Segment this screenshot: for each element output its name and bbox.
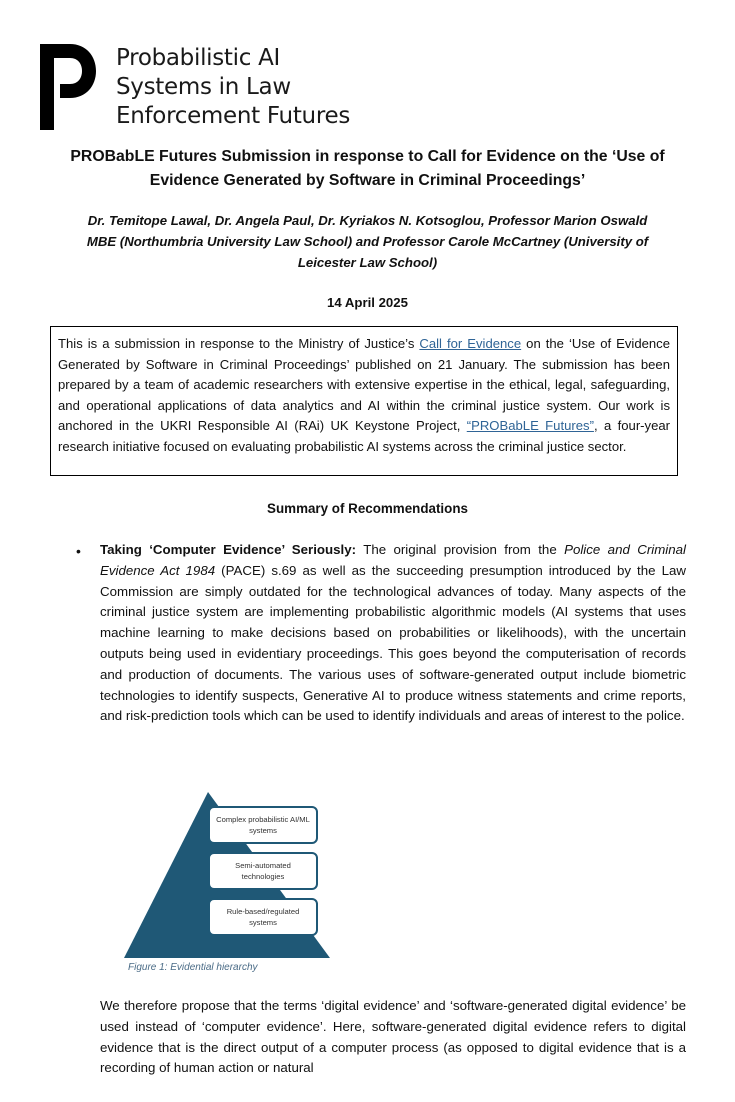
figure-caption: Figure 1: Evidential hierarchy bbox=[128, 962, 258, 973]
organization-name bbox=[116, 44, 350, 131]
author-list bbox=[40, 210, 695, 273]
authors-line-2: MBE (Northumbria University Law School) and Professor Carole McCartney (University of bbox=[86, 234, 649, 249]
logo-line-3: Enforcement Futures bbox=[116, 103, 351, 129]
tier-semi-automated: Semi-automated technologies bbox=[208, 852, 318, 890]
bullet-text-1: The original provision from the bbox=[356, 542, 565, 557]
tier-rule-based: Rule-based/regulated systems bbox=[208, 898, 318, 936]
probable-p-logo-icon bbox=[40, 44, 96, 130]
authors-line-1: Dr. Temitope Lawal, Dr. Angela Paul, Dr. Kyriakos N. Kotsoglou, Professor Marion Oswald bbox=[87, 213, 648, 228]
logo-line-2: Systems in Law bbox=[116, 74, 291, 100]
document-title bbox=[40, 145, 695, 193]
summary-heading: Summary of Recommendations bbox=[267, 501, 468, 516]
title-line-2: Evidence Generated by Software in Criminal Proceedings’ bbox=[149, 172, 586, 189]
authors-line-3: Leicester Law School) bbox=[297, 255, 438, 270]
recommendation-bullet bbox=[100, 540, 686, 727]
probable-futures-link[interactable]: “PROBabLE Futures” bbox=[466, 418, 594, 434]
call-for-evidence-link[interactable]: Call for Evidence bbox=[419, 336, 522, 351]
bullet-marker: • bbox=[76, 543, 81, 559]
tier-complex-ai: Complex probabilistic AI/ML systems bbox=[208, 806, 318, 844]
logo-line-1: Probabilistic AI bbox=[116, 45, 281, 71]
bullet-text-2: (PACE) s.69 as well as the succeeding presumption introduced by the Law Commission are simply outdated for the technological advances of today. Many aspects of the criminal justice system are implementing probabilistic algorithmic models (AI systems that uses machine learning to make decisions based on probabilities or likelihoods), with the uncertain outputs being used in evidentiary proceedings. This goes beyond the computerisation of records and production of documents. The various uses of software-generated output include biometric technologies to identify suspects, Generative AI to produce witness statements and crime reports, and risk-prediction tools which can be used to identify individuals and areas of interest to the police. bbox=[100, 562, 686, 724]
intro-text-3: , a four-year research initiative focused on evaluating probabilistic AI systems across the criminal justice sector. bbox=[58, 418, 671, 454]
intro-box bbox=[50, 326, 678, 476]
submission-date: 14 April 2025 bbox=[327, 295, 408, 310]
pace-act-reference: Police and Criminal Evidence Act 1984 bbox=[100, 542, 686, 578]
closing-paragraph: We therefore propose that the terms ‘digital evidence’ and ‘software-generated digital evidence’ be used instead of ‘computer evidence’. Here, software-generated digital evidence refers to digital evidence that is the direct output of a computer process (as opposed to digital evidence that is a recording of human action or natural bbox=[100, 998, 686, 1076]
title-line-1: PROBabLE Futures Submission in response to Call for Evidence on the ‘Use of bbox=[70, 148, 665, 165]
bullet-lead: Taking ‘Computer Evidence’ Seriously: bbox=[100, 542, 357, 557]
intro-text-2: on the ‘Use of Evidence Generated by Software in Criminal Proceedings’ published on 21 January. The submission has been prepared by a team of academic researchers with extensive expertise in the ethical, legal, safeguarding, and operational applications of data analytics and AI within the criminal justice system. Our work is anchored in the UKRI Responsible AI (RAi) UK Keystone Project, bbox=[58, 336, 670, 434]
intro-text-1: This is a submission in response to the Ministry of Justice’s bbox=[58, 336, 420, 351]
